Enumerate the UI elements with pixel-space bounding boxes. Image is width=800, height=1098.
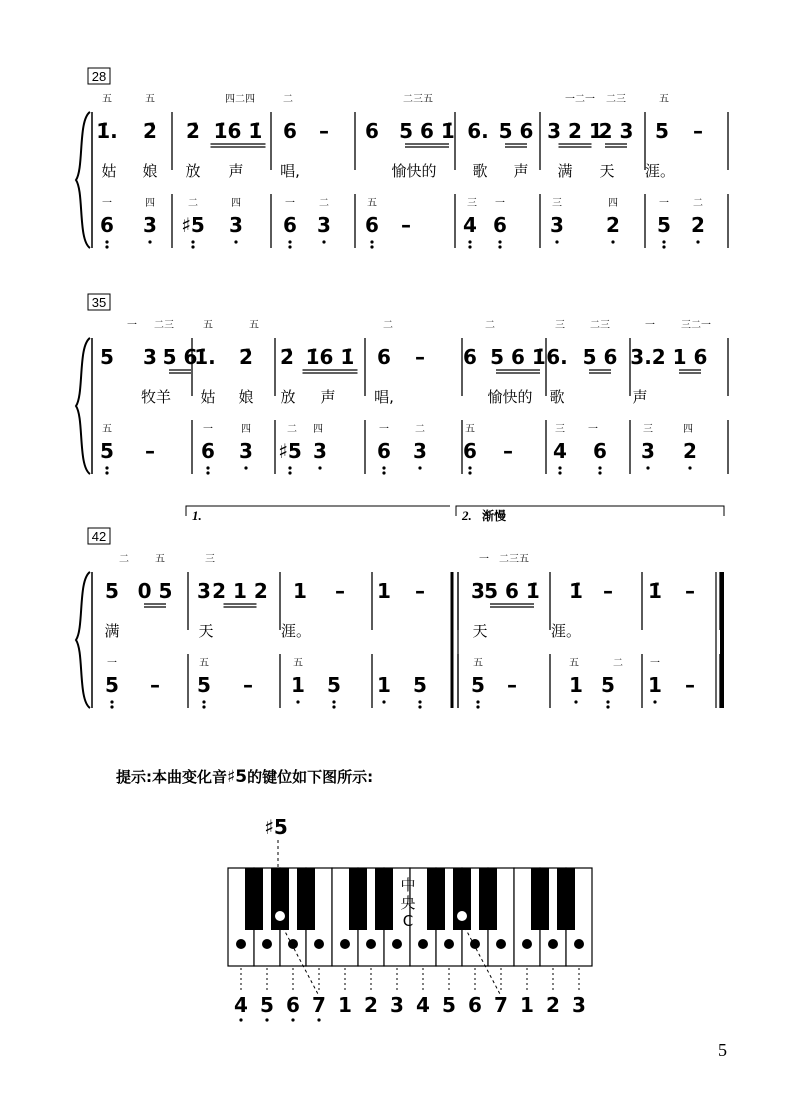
melody-note: –: [603, 579, 613, 603]
bass-note: 1: [569, 673, 583, 697]
melody-note: 5: [655, 119, 669, 143]
score-systems: [76, 68, 728, 709]
melody-note: 1̇: [569, 579, 583, 603]
bass-note: 5: [471, 673, 485, 697]
melody-note: 5 6 1̇: [484, 579, 540, 603]
melody-note: 6.: [467, 119, 489, 143]
bass-note: –: [503, 439, 513, 463]
octave-dot-below: [110, 700, 113, 703]
octave-dot-below: [244, 466, 247, 469]
measure-number: 35: [91, 295, 107, 310]
octave-dot-below: [206, 466, 209, 469]
melody-note: 2̇: [239, 345, 253, 369]
octave-dot-below: [646, 466, 649, 469]
lyric-syllable: 满: [104, 622, 120, 640]
system-brace: [76, 112, 90, 248]
treble-fingering: 四二四: [225, 94, 255, 105]
melody-note: 2̇: [280, 345, 294, 369]
octave-dot-below: [696, 240, 699, 243]
bass-note: –: [685, 673, 695, 697]
treble-fingering: 三: [555, 320, 565, 331]
bass-fingering: 五: [293, 658, 303, 669]
bass-fingering: 五: [473, 658, 483, 669]
treble-fingering: 二三五: [403, 94, 433, 105]
melody-note: 2 3: [598, 119, 634, 143]
hint-note: ♯5: [227, 767, 248, 787]
melody-note: 5 6: [498, 119, 534, 143]
octave-dot-below: [288, 471, 291, 474]
octave-dot-below: [296, 700, 299, 703]
octave-dot-below: [206, 471, 209, 474]
octave-dot-below: [558, 466, 561, 469]
bass-note: –: [145, 439, 155, 463]
octave-dot-below: [558, 471, 561, 474]
octave-dot-below: [202, 700, 205, 703]
bass-note: 3: [313, 439, 327, 463]
bass-fingering: 三: [555, 424, 565, 435]
lyric-syllable: 歌: [472, 162, 488, 180]
melody-note: 3: [143, 345, 157, 369]
bass-note: 5: [105, 673, 119, 697]
black-key: [427, 868, 445, 930]
measure-number: 42: [91, 529, 107, 544]
lyric-syllable: 牧羊: [140, 388, 172, 406]
treble-fingering: 二: [119, 554, 129, 565]
bass-note: 5: [327, 673, 341, 697]
key-dot: [496, 939, 506, 949]
lyric-syllable: 天: [599, 162, 615, 180]
lyric-syllable: 娘: [238, 388, 254, 406]
bass-fingering: 四: [231, 198, 241, 209]
octave-dot-below: [105, 471, 108, 474]
key-dot: [314, 939, 324, 949]
treble-fingering: 一: [127, 320, 137, 331]
hint-prefix: 提示:本曲变化音: [116, 768, 227, 786]
lyric-syllable: 愉快的: [391, 162, 437, 180]
bass-note: ♯5: [278, 439, 302, 463]
black-key: [349, 868, 367, 930]
bass-fingering: 一: [102, 198, 112, 209]
key-number: 3: [390, 993, 404, 1017]
octave-dot-below: [332, 705, 335, 708]
key-number: 6: [468, 993, 482, 1017]
score-system: [76, 294, 728, 475]
octave-dot-below: [574, 700, 577, 703]
sharp5-key-dot: [275, 911, 285, 921]
melody-note: 5 6: [162, 345, 198, 369]
bass-fingering: 五: [465, 424, 475, 435]
octave-dot-below: [606, 705, 609, 708]
octave-dot-below: [468, 466, 471, 469]
melody-note: 5 6 1̇: [399, 119, 455, 143]
key-number: 3: [572, 993, 586, 1017]
bass-fingering: 一: [285, 198, 295, 209]
key-dot: [236, 939, 246, 949]
octave-dot-below: [468, 240, 471, 243]
octave-dot-below: [555, 240, 558, 243]
key-number: 2: [546, 993, 560, 1017]
octave-dot-below: [382, 466, 385, 469]
bass-fingering: 一: [650, 658, 660, 669]
bass-fingering: 二: [613, 658, 623, 669]
hint-suffix: 的键位如下图所示:: [247, 768, 374, 786]
octave-dot-below: [105, 245, 108, 248]
octave-dot-below: [662, 245, 665, 248]
octave-dot-below: [418, 466, 421, 469]
key-dot: [262, 939, 272, 949]
bass-note: 3: [317, 213, 331, 237]
bass-fingering: 二: [319, 198, 329, 209]
treble-fingering: 一: [645, 320, 655, 331]
lyric-syllable: 唱,: [280, 162, 300, 180]
melody-note: –: [319, 119, 329, 143]
melody-note: 3: [197, 579, 211, 603]
volta-bracket: [186, 506, 450, 516]
melody-note: 3 2 1: [547, 119, 603, 143]
bass-note: ♯5: [181, 213, 205, 237]
treble-fingering: 二: [383, 320, 393, 331]
treble-fingering: 二三: [590, 320, 610, 331]
bass-fingering: 一: [495, 198, 505, 209]
bass-fingering: 二: [693, 198, 703, 209]
volta-1-label: 1.: [192, 508, 202, 523]
octave-dot-below: [598, 466, 601, 469]
treble-fingering: 三二一: [681, 320, 711, 331]
bass-fingering: 二: [415, 424, 425, 435]
key-number: 5: [442, 993, 456, 1017]
middle-c-label: 中: [400, 876, 416, 894]
bass-note: 1: [648, 673, 662, 697]
octave-dot-below: [468, 245, 471, 248]
melody-note: 5: [105, 579, 119, 603]
bass-note: 1: [377, 673, 391, 697]
treble-fingering: 二: [485, 320, 495, 331]
octave-dot-below: [322, 240, 325, 243]
keyboard-diagram: [228, 815, 592, 1022]
treble-fingering: 二三: [606, 94, 626, 105]
bass-note: 6: [100, 213, 114, 237]
octave-dot-below: [598, 471, 601, 474]
bass-note: 3: [641, 439, 655, 463]
bass-fingering: 一: [659, 198, 669, 209]
key-dot: [574, 939, 584, 949]
melody-note: 1̇6 1̇: [305, 345, 355, 369]
bass-fingering: 四: [608, 198, 618, 209]
melody-note: 6: [283, 119, 297, 143]
melody-note: 6: [463, 345, 477, 369]
bass-fingering: 三: [643, 424, 653, 435]
melody-note: 2̇: [143, 119, 157, 143]
melody-note: 5 6: [582, 345, 618, 369]
key-dot: [366, 939, 376, 949]
octave-dot-below: [498, 245, 501, 248]
bass-note: –: [243, 673, 253, 697]
bass-note: 4: [553, 439, 567, 463]
lyric-syllable: 声: [513, 162, 529, 180]
melody-note: 5: [100, 345, 114, 369]
lyric-syllable: 姑: [200, 388, 216, 406]
bass-fingering: 一: [107, 658, 117, 669]
melody-note: 1: [293, 579, 307, 603]
melody-note: –: [415, 345, 425, 369]
octave-dot-below: [468, 471, 471, 474]
treble-fingering: 五: [102, 94, 112, 105]
octave-dot-below: [382, 471, 385, 474]
melody-note: 6: [377, 345, 391, 369]
bass-fingering: 四: [241, 424, 251, 435]
bass-fingering: 四: [145, 198, 155, 209]
lyric-syllable: 涯。: [280, 622, 312, 640]
treble-fingering: 五: [659, 94, 669, 105]
octave-dot-below: [611, 240, 614, 243]
system-brace: [76, 338, 90, 474]
key-number: 5: [260, 993, 274, 1017]
octave-dot-below: [317, 1018, 320, 1021]
lyric-syllable: 唱,: [374, 388, 394, 406]
bass-note: 6: [365, 213, 379, 237]
octave-dot-below: [234, 240, 237, 243]
bass-note: 6: [493, 213, 507, 237]
bass-note: 5: [100, 439, 114, 463]
bass-note: 6: [201, 439, 215, 463]
octave-dot-below: [476, 705, 479, 708]
octave-dot-below: [239, 1018, 242, 1021]
bass-fingering: 一: [379, 424, 389, 435]
score-system: [76, 506, 724, 709]
lyric-syllable: 愉快的: [487, 388, 533, 406]
bass-note: 6: [463, 439, 477, 463]
melody-note: 1̇.: [194, 345, 216, 369]
key-number: 2: [364, 993, 378, 1017]
octave-dot-below: [288, 245, 291, 248]
bass-note: 3: [239, 439, 253, 463]
octave-dot-below: [476, 700, 479, 703]
treble-fingering: 二: [283, 94, 293, 105]
key-number: 7: [494, 993, 508, 1017]
octave-dot-below: [288, 240, 291, 243]
treble-fingering: 二三五: [499, 554, 529, 565]
page-number: 5: [718, 1040, 727, 1060]
middle-c-label: C: [402, 912, 414, 930]
sharp5-marker: ♯5: [264, 815, 288, 839]
treble-fingering: 二三: [154, 320, 174, 331]
treble-fingering: 五: [249, 320, 259, 331]
bass-fingering: 四: [683, 424, 693, 435]
sharp5-key-dot: [457, 911, 467, 921]
black-key: [557, 868, 575, 930]
melody-note: 6.: [546, 345, 568, 369]
lyric-syllable: 天: [198, 622, 214, 640]
key-dot: [522, 939, 532, 949]
bass-fingering: 五: [102, 424, 112, 435]
lyric-syllable: 姑: [101, 162, 117, 180]
hint-text: [116, 766, 373, 787]
treble-fingering: 一二一: [565, 94, 595, 105]
score-system: [76, 68, 728, 249]
melody-note: 1̇.: [96, 119, 118, 143]
octave-dot-below: [662, 240, 665, 243]
system-brace: [76, 572, 90, 708]
melody-note: 3: [471, 579, 485, 603]
lyric-syllable: 涯。: [550, 622, 582, 640]
melody-note: 2̇: [186, 119, 200, 143]
bass-fingering: 二: [188, 198, 198, 209]
black-key: [297, 868, 315, 930]
octave-dot-below: [370, 245, 373, 248]
octave-dot-below: [288, 466, 291, 469]
octave-dot-below: [148, 240, 151, 243]
octave-dot-below: [418, 705, 421, 708]
volta-2-label: 2.: [462, 508, 472, 523]
bass-fingering: 一: [203, 424, 213, 435]
lyric-syllable: 娘: [142, 162, 158, 180]
melody-note: 5 6 1̇: [490, 345, 546, 369]
melody-note: 2 1 2: [212, 579, 268, 603]
treble-fingering: 三: [205, 554, 215, 565]
bass-note: 2: [683, 439, 697, 463]
lyric-syllable: 放: [185, 162, 201, 180]
bass-note: 5: [657, 213, 671, 237]
bass-note: 5: [413, 673, 427, 697]
treble-fingering: 五: [203, 320, 213, 331]
lyric-syllable: 满: [557, 162, 573, 180]
bass-note: –: [507, 673, 517, 697]
octave-dot-below: [498, 240, 501, 243]
bass-note: 6: [593, 439, 607, 463]
bass-note: 3: [413, 439, 427, 463]
octave-dot-below: [202, 705, 205, 708]
bass-note: –: [401, 213, 411, 237]
bass-note: 3: [143, 213, 157, 237]
bass-note: 4: [463, 213, 477, 237]
bass-note: 6: [283, 213, 297, 237]
measure-number: 28: [91, 69, 107, 84]
bass-fingering: 五: [367, 198, 377, 209]
key-dot: [444, 939, 454, 949]
lyric-syllable: 天: [472, 622, 488, 640]
bass-note: 3: [229, 213, 243, 237]
lyric-syllable: 声: [228, 162, 244, 180]
lyric-syllable: 放: [280, 388, 296, 406]
black-key: [531, 868, 549, 930]
key-dot: [340, 939, 350, 949]
melody-note: 0 5: [137, 579, 173, 603]
bass-note: 2: [606, 213, 620, 237]
octave-dot-below: [110, 705, 113, 708]
black-key: [479, 868, 497, 930]
octave-dot-below: [105, 466, 108, 469]
melody-note: –: [415, 579, 425, 603]
melody-note: 1 6: [672, 345, 708, 369]
bass-fingering: 三: [467, 198, 477, 209]
lyric-syllable: 声: [320, 388, 336, 406]
treble-fingering: 五: [145, 94, 155, 105]
key-number: 1: [520, 993, 534, 1017]
key-dot: [392, 939, 402, 949]
bass-note: 5: [601, 673, 615, 697]
bass-fingering: 五: [569, 658, 579, 669]
melody-note: –: [685, 579, 695, 603]
octave-dot-below: [688, 466, 691, 469]
bass-fingering: 四: [313, 424, 323, 435]
melody-note: 1̇: [648, 579, 662, 603]
melody-note: 1: [377, 579, 391, 603]
bass-fingering: 五: [199, 658, 209, 669]
octave-dot-below: [370, 240, 373, 243]
melody-note: 1̇6 1̇: [213, 119, 263, 143]
octave-dot-below: [606, 700, 609, 703]
key-dot: [418, 939, 428, 949]
bass-note: –: [150, 673, 160, 697]
bass-note: 3: [550, 213, 564, 237]
middle-c-label: 央: [400, 894, 416, 912]
octave-dot-below: [318, 466, 321, 469]
tempo-marking: 渐慢: [482, 509, 507, 523]
melody-note: –: [693, 119, 703, 143]
octave-dot-below: [653, 700, 656, 703]
bass-fingering: 一: [588, 424, 598, 435]
bass-note: 1: [291, 673, 305, 697]
key-number: 7: [312, 993, 326, 1017]
black-key: [245, 868, 263, 930]
octave-dot-below: [265, 1018, 268, 1021]
lyric-syllable: 声: [632, 388, 648, 406]
black-key: [375, 868, 393, 930]
key-number: 4: [234, 993, 248, 1017]
melody-note: 3.2: [630, 345, 666, 369]
bass-fingering: 二: [287, 424, 297, 435]
bass-note: 6: [377, 439, 391, 463]
octave-dot-below: [418, 700, 421, 703]
key-number: 1: [338, 993, 352, 1017]
octave-dot-below: [105, 240, 108, 243]
octave-dot-below: [382, 700, 385, 703]
melody-note: –: [335, 579, 345, 603]
treble-fingering: 五: [155, 554, 165, 565]
bass-fingering: 三: [552, 198, 562, 209]
bass-note: 5: [197, 673, 211, 697]
lyric-syllable: 歌: [549, 388, 565, 406]
octave-dot-below: [291, 1018, 294, 1021]
key-number: 4: [416, 993, 430, 1017]
bass-note: 2: [691, 213, 705, 237]
octave-dot-below: [191, 240, 194, 243]
treble-fingering: 一: [479, 554, 489, 565]
lyric-syllable: 涯。: [644, 162, 676, 180]
octave-dot-below: [332, 700, 335, 703]
key-dot: [548, 939, 558, 949]
key-number: 6: [286, 993, 300, 1017]
octave-dot-below: [191, 245, 194, 248]
melody-note: 6: [365, 119, 379, 143]
